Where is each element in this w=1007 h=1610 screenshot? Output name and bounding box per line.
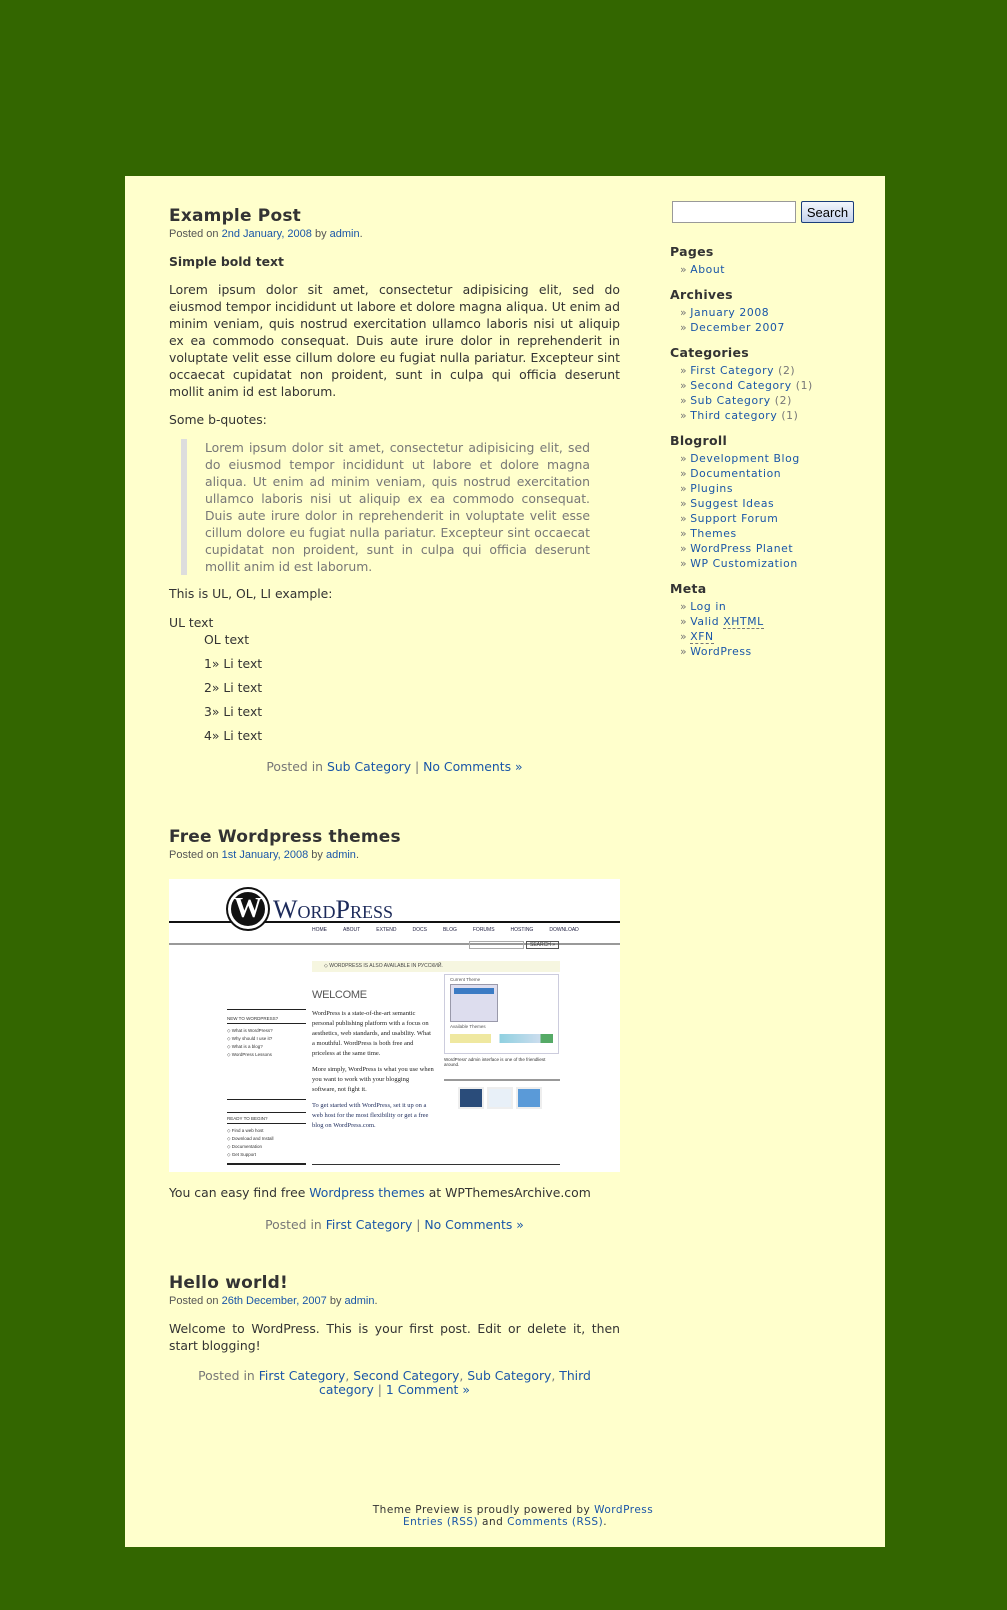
bquote-label: Some b-quotes: [169,412,267,427]
list-item: 3» Li text [204,704,263,719]
separator: | [411,759,424,774]
count: (2) [774,394,792,407]
category-link[interactable]: Sub Category [326,759,412,774]
link[interactable]: December 2007 [690,321,785,334]
sidebar-item-category: » Sub Category (2) [680,394,792,407]
current-theme: Current Theme [450,977,481,982]
nav-item: DOWNLOAD [549,927,579,933]
meta-label: Posted on [169,228,222,240]
screenshot-welcome: WELCOME [312,989,367,1001]
link[interactable]: WP Customization [690,557,798,570]
post-title[interactable]: Example Post [169,206,301,226]
box-item: ◇ WordPress Lessons [227,1052,272,1057]
box-item: ◇ Documentation [227,1144,262,1149]
post-hello-world [169,1273,620,1397]
count: (1) [795,379,813,392]
sidebar-heading-categories: Categories [670,345,749,360]
text-post: at WPThemesArchive.com [424,1185,591,1200]
sidebar-item-blogroll: » WordPress Planet [680,542,794,555]
category-link[interactable]: First Category [258,1368,346,1383]
li-list [169,655,620,744]
intro-2: More simply, WordPress is what you use when you want to work with your blogging software, not fight it. [312,1066,434,1093]
post-text: Welcome to WordPress. This is your first post. Edit or delete it, then start blogging! [169,1321,620,1353]
sidebar-item-archive: » December 2007 [680,321,785,334]
link[interactable]: Second Category [690,379,792,392]
footer-text: Theme Preview is proudly powered by [372,1504,595,1516]
search-input[interactable] [672,201,796,223]
screenshot-caption: WordPress' admin interface is one of the friendliest around. [444,1057,546,1067]
post-date-link[interactable]: 1st January, 2008 [221,849,309,861]
sidebar-item-archive: » January 2008 [680,306,770,319]
author-link[interactable]: admin [344,1295,375,1307]
sidebar-item-category: » Second Category (1) [680,379,813,392]
page-container [125,176,885,1547]
count: (2) [778,364,796,377]
meta-label: Posted on [169,1295,222,1307]
box-head: READY TO BEGIN? [227,1115,306,1124]
link[interactable]: Documentation [690,467,782,480]
comments-rss-link[interactable]: Comments (RSS) [507,1516,604,1528]
count: (1) [781,409,799,422]
meta-by: by [311,228,330,240]
footer-wordpress-link[interactable]: WordPress [594,1504,654,1516]
link[interactable]: About [690,263,726,276]
link[interactable]: Suggest Ideas [690,497,775,510]
search-button[interactable]: Search [801,201,854,223]
footer-end: . [603,1516,608,1528]
comments-link[interactable]: No Comments » [423,759,523,774]
valid-label: Valid [690,615,724,628]
link[interactable] [690,630,713,644]
sidebar-item-blogroll: » Themes [680,527,737,540]
comments-link[interactable]: No Comments » [424,1217,524,1232]
separator: | [373,1382,386,1397]
list-label: This is UL, OL, LI example: [169,586,333,601]
box-head: NEW TO WORDPRESS? [227,1015,306,1024]
screenshot-notice: ◇ WORDPRESS IS ALSO AVAILABLE IN РУССКИЙ. [312,961,560,972]
category-link[interactable]: Sub Category [467,1368,552,1383]
sidebar-item-blogroll: » WP Customization [680,557,798,570]
sidebar-item-category: » Third category (1) [680,409,799,422]
sidebar-heading-meta: Meta [670,581,707,596]
separator: | [412,1217,425,1232]
sidebar-heading-pages: Pages [670,244,714,259]
screenshot-theme-box [444,974,559,1054]
sidebar-item-blogroll: » Documentation [680,467,782,480]
meta-end: . [359,228,363,240]
meta-end: . [355,849,359,861]
footer [125,1504,885,1528]
author-link[interactable]: admin [325,849,356,861]
post-footer [169,760,620,774]
box-item: ◇ Get Support [227,1152,256,1157]
meta-by: by [326,1295,345,1307]
posted-in-label: Posted in [266,759,327,774]
box-item: ◇ Find a web host [227,1128,264,1133]
footer-and: and [478,1516,508,1528]
wordpress-logo-icon: W [228,889,268,929]
post-example [169,206,620,774]
post-meta [169,228,620,240]
text-pre: You can easy find free [169,1185,310,1200]
post-meta [169,1295,620,1307]
link[interactable]: Sub Category [690,394,771,407]
intro-3: To get started with WordPress, set it up on a web host for the most flexibility or get a free blog on WordPress.com. [312,1102,429,1129]
entries-rss-link[interactable]: Entries (RSS) [402,1516,479,1528]
box-item: ◇ What is WordPress? [227,1028,273,1033]
post-title[interactable]: Hello world! [169,1273,288,1293]
ul-text: UL text [169,615,214,630]
meta-by: by [308,849,326,861]
meta-end: . [374,1295,378,1307]
category-link[interactable]: Second Category [353,1368,460,1383]
post-free-themes-body [169,1184,620,1232]
list-item: 4» Li text [204,728,263,743]
sidebar-heading-blogroll: Blogroll [670,433,728,448]
box-item: ◇ Download and Install [227,1136,274,1141]
link[interactable] [690,615,764,629]
link[interactable]: First Category [690,364,775,377]
link[interactable]: Development Blog [690,452,800,465]
wordpress-logo-text: WordPress [273,895,394,924]
screenshot-new-box [227,1009,306,1100]
sidebar-item-login: » Log in [680,600,727,613]
post-footer [169,1218,620,1232]
author-link[interactable]: admin [329,228,360,240]
sidebar-item-wordpress: » WordPress [680,645,752,658]
posted-in-label: Posted in [265,1217,326,1232]
wordpress-themes-link[interactable]: Wordpress themes [309,1185,425,1200]
sidebar-item-valid-xhtml: » Valid XHTML [680,615,764,628]
blockquote: Lorem ipsum dolor sit amet, consectetur adipisicing elit, sed do eiusmod tempor incididunt ut labore et dolore magna aliqua. Ut enim ad minim veniam, quis nostrud exercitation ullamco laboris nisi ut aliquip ex ea commodo consequat. Duis aute irure dolor in reprehenderit in voluptate velit esse cillum dolore eu fugiat nulla pariatur. Excepteur sint occaecat cupidatat non proident, sunt in culpa qui officia deserunt mollit anim id est laborum. [181,439,590,575]
bold-text: Simple bold text [169,254,284,269]
link[interactable]: Third category [690,409,778,422]
link[interactable]: January 2008 [690,306,770,319]
link[interactable]: WordPress [690,645,752,658]
nav-item: EXTEND [376,927,397,933]
link[interactable]: WordPress Planet [690,542,794,555]
box-item: ◇ What is a blog? [227,1044,263,1049]
screenshot-nav [312,927,579,933]
category-link[interactable]: First Category [325,1217,413,1232]
link[interactable]: Log in [690,600,727,613]
sidebar-item-blogroll: » Support Forum [680,512,779,525]
link[interactable]: Support Forum [690,512,779,525]
sidebar-item-category: » First Category (2) [680,364,796,377]
screenshot-intro [312,1009,434,1131]
comma: , [459,1368,468,1383]
category-link[interactable]: Third category [319,1368,591,1397]
post-free-themes [169,827,620,861]
available-themes: Available Themes [450,1024,486,1029]
comments-link[interactable]: 1 Comment » [385,1382,470,1397]
posted-in-label: Posted in [198,1368,259,1383]
intro-1: WordPress is a state-of-the-art semantic personal publishing platform with a focus on aesthetics, web standards, and usability. What a mouthful. WordPress is both free and priceless at the same time. [312,1010,431,1057]
screenshot-ready-box [227,1112,306,1165]
nav-item: DOCS [412,927,427,933]
post-title[interactable]: Free Wordpress themes [169,827,401,847]
post-paragraph: Lorem ipsum dolor sit amet, consectetur adipisicing elit, sed do eiusmod tempor incididunt ut labore et dolore magna aliqua. Ut enim ad minim veniam, quis nostrud exercitation ullamco laboris nisi ut aliquip ex ea commodo consequat. Duis aute irure dolor in reprehenderit in voluptate velit esse cillum dolore eu fugiat nulla pariatur. Excepteur sint occaecat cupidatat non proident, sunt in culpa qui officia deserunt mollit anim id est laborum. [169,282,620,399]
wordpress-screenshot-image [169,879,620,1172]
post-footer [169,1369,620,1397]
link[interactable]: Themes [690,527,737,540]
sidebar-item-blogroll: » Development Blog [680,452,800,465]
post-text [169,1184,620,1201]
xhtml-abbr: XHTML [723,615,764,628]
screenshot-search: SEARCH » [526,941,559,949]
sidebar-item-blogroll: » Plugins [680,482,734,495]
post-meta [169,849,620,861]
post-date-link[interactable]: 26th December, 2007 [221,1295,327,1307]
sidebar-item-xfn: » XFN [680,630,714,643]
nav-item: HOSTING [510,927,534,933]
nav-item: BLOG [442,927,457,933]
box-item: ◇ Why should I use it? [227,1036,273,1041]
ol-text: OL text [204,632,250,647]
link[interactable]: Plugins [690,482,734,495]
xfn-abbr: XFN [690,630,714,643]
comma: , [345,1368,354,1383]
nav-item: ABOUT [343,927,361,933]
sidebar-item-about: » About [680,263,726,276]
nav-item: FORUMS [472,927,495,933]
comma: , [551,1368,560,1383]
list-item: 1» Li text [204,656,263,671]
sidebar-heading-archives: Archives [670,287,733,302]
meta-label: Posted on [169,849,222,861]
sidebar [670,244,880,659]
nav-item: HOME [312,927,327,933]
sidebar-item-blogroll: » Suggest Ideas [680,497,775,510]
post-date-link[interactable]: 2nd January, 2008 [221,228,312,240]
list-item: 2» Li text [204,680,263,695]
